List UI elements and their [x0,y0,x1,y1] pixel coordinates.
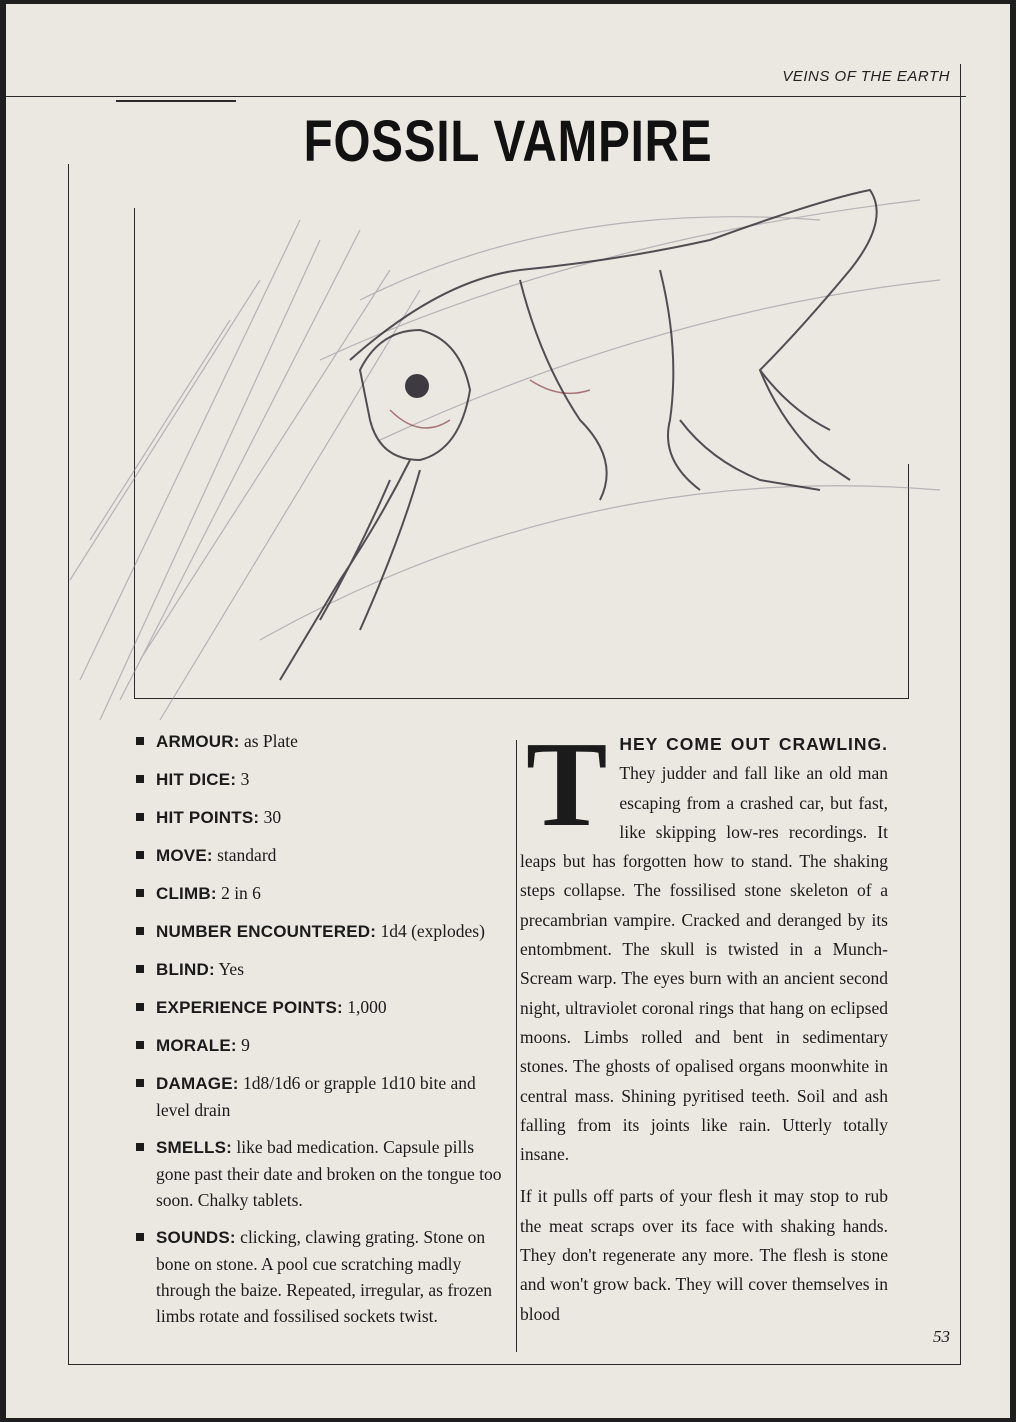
stat-label: EXPERIENCE POINTS: [156,998,343,1017]
description-paragraph-2: If it pulls off parts of your flesh it may stop to rub the meat scraps over its face with shaking hands. They don't regenerate any more. The flesh is stone and won't grow back. They will cover themselves in blood [520,1186,888,1324]
stat-move [134,842,502,869]
frame-bottom-rule [68,1364,961,1365]
stat-value: 3 [240,769,250,789]
stat-label: SOUNDS: [156,1228,236,1247]
bullet-icon [136,889,144,897]
stat-hit-dice [134,766,502,793]
drop-cap: T [526,717,608,852]
stat-label: HIT POINTS: [156,808,260,827]
frame-top-rule-accent [116,100,236,102]
stat-value: standard [217,845,277,865]
bullet-icon [136,1233,144,1241]
page-title: FOSSIL VAMPIRE [303,109,713,174]
stat-value: clicking, clawing grating. Stone on bone on stone. A pool cue scratching madly through the baize. Repeated, irregular, as frozen limbs rotate and fossilised sockets twist. [156,1227,493,1326]
stat-value: 1d8/1d6 or grapple 1d10 bite and level drain [156,1073,476,1120]
bullet-icon [136,1003,144,1011]
description-column [520,717,888,1342]
stat-value: Yes [218,959,245,979]
bullet-icon [136,851,144,859]
bullet-icon [136,813,144,821]
stat-value: as Plate [243,731,298,751]
stat-sounds [134,1224,502,1329]
stat-label: DAMAGE: [156,1074,239,1093]
stat-value: 2 in 6 [221,883,261,903]
bullet-icon [136,965,144,973]
stat-hit-points [134,804,502,831]
stat-label: MORALE: [156,1036,237,1055]
bullet-icon [136,1079,144,1087]
stat-label: SMELLS: [156,1138,233,1157]
stat-morale [134,1032,502,1059]
frame-right-rule [960,64,961,1364]
stat-label: CLIMB: [156,884,217,903]
stat-label: MOVE: [156,846,213,865]
stat-blind [134,956,502,983]
stat-label: BLIND: [156,960,215,979]
stat-smells [134,1134,502,1213]
description-paragraph-1 [520,717,888,1169]
page-number: 53 [933,1327,950,1346]
bullet-icon [136,1041,144,1049]
stat-value: 30 [263,807,282,827]
fossil-vampire-illustration [60,160,960,730]
stat-value: 1d4 (explodes) [380,921,485,941]
paragraph-1-text: They judder and fall like an old man escaping from a crashed car, but fast, like skipping low-res recordings. It leaps but has forgotten how to stand. The shaking steps collapse. The fossilised stone skeleton of a precambrian vampire. Cracked and deranged by its entombment. The skull is twisted in a Munch-Scream warp. The eyes burn with an ancient second night, ultraviolet coronal rings that hang on eclipsed moons. Limbs rolled and bent in sedimentary stones. The ghosts of opalised organs moonwhite in central mass. Shining pyritised teeth. Soil and ash falling from its joints like rain. Utterly totally insane. [520,763,888,1165]
stat-experience-points [134,994,502,1021]
stat-damage [134,1070,502,1123]
stat-label: HIT DICE: [156,770,237,789]
bullet-icon [136,1143,144,1151]
bullet-icon [136,927,144,935]
stat-climb [134,880,502,907]
lead-in: HEY COME OUT CRAWLING. [619,734,888,754]
running-head: VEINS OF THE EARTH [782,68,950,85]
bullet-icon [136,775,144,783]
bullet-icon [136,737,144,745]
stat-number-encountered [134,918,502,945]
stat-value: 9 [241,1035,250,1055]
stat-label: ARMOUR: [156,732,240,751]
stat-block [134,728,502,1340]
stat-armour [134,728,502,755]
stat-value: like bad medication. Capsule pills gone past their date and broken on the tongue too soon. Chalky tablets. [156,1137,502,1210]
stat-label: NUMBER ENCOUNTERED: [156,922,377,941]
stat-value: 1,000 [347,997,387,1017]
frame-top-rule [6,96,966,97]
column-divider [516,740,517,1352]
